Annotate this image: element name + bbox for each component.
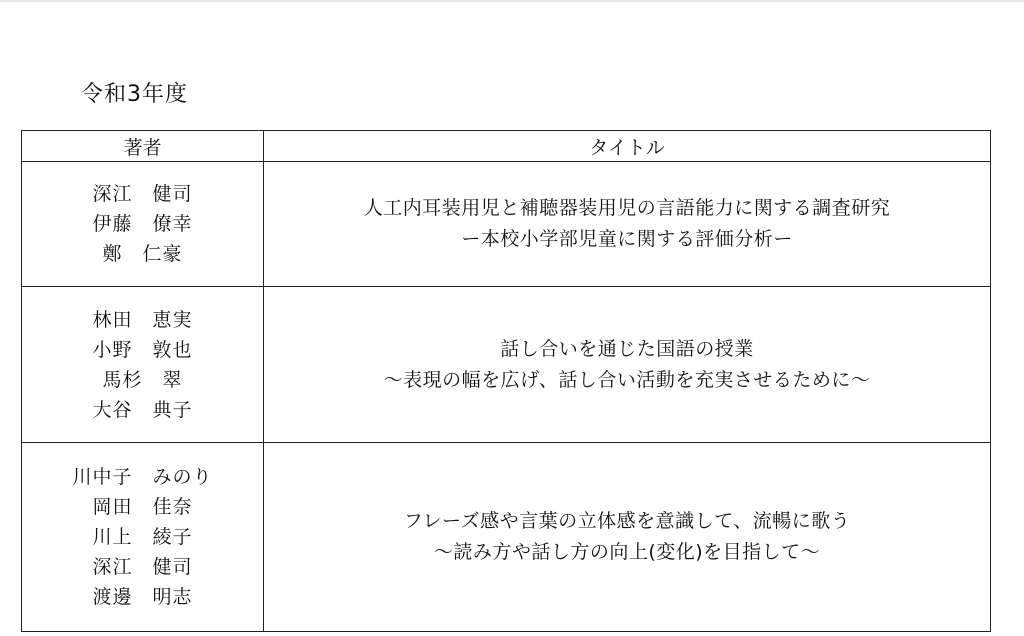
title-main: 人工内耳装用児と補聴器装用児の言語能力に関する調査研究: [363, 197, 891, 219]
publications-table: [21, 130, 991, 632]
title-cell: [264, 443, 991, 632]
author-name: 鄭 仁豪: [102, 243, 183, 265]
author-name: 大谷 典子: [92, 398, 193, 421]
author-name: 岡田 佳奈: [92, 496, 193, 518]
table-header-row: [22, 131, 991, 162]
author-name: 馬杉 翠: [102, 368, 183, 391]
table-row: [22, 287, 991, 443]
title-cell: [264, 287, 991, 443]
title-subtitle: ～読み方や話し方の向上(変化)を目指して～: [433, 541, 821, 563]
page-title: 令和3年度: [81, 82, 188, 107]
authors-cell: [22, 443, 264, 632]
title-subtitle: ～表現の幅を広げ、話し合い活動を充実させるために～: [383, 368, 871, 391]
author-name: 渡邊 明志: [92, 586, 193, 608]
authors-cell: [22, 162, 264, 287]
top-divider: [0, 0, 1024, 2]
author-name: 深江 健司: [92, 183, 193, 205]
author-name: 深江 健司: [92, 556, 193, 578]
title-subtitle: ー本校小学部児童に関する評価分析ー: [461, 228, 793, 250]
author-name: 川上 綾子: [92, 526, 193, 548]
table-row: [22, 162, 991, 287]
author-name: 林田 恵実: [92, 308, 193, 331]
author-name: 川中子 みのり: [72, 466, 213, 488]
author-name: 伊藤 僚幸: [92, 213, 193, 235]
title-cell: [264, 162, 991, 287]
title-main: フレーズ感や言葉の立体感を意識して、流暢に歌う: [403, 510, 851, 532]
title-main: 話し合いを通じた国語の授業: [500, 337, 754, 360]
table-row: [22, 443, 991, 632]
column-header-authors: 著者: [22, 131, 264, 162]
author-name: 小野 敦也: [92, 338, 193, 361]
authors-cell: [22, 287, 264, 443]
column-header-title: タイトル: [264, 131, 991, 162]
